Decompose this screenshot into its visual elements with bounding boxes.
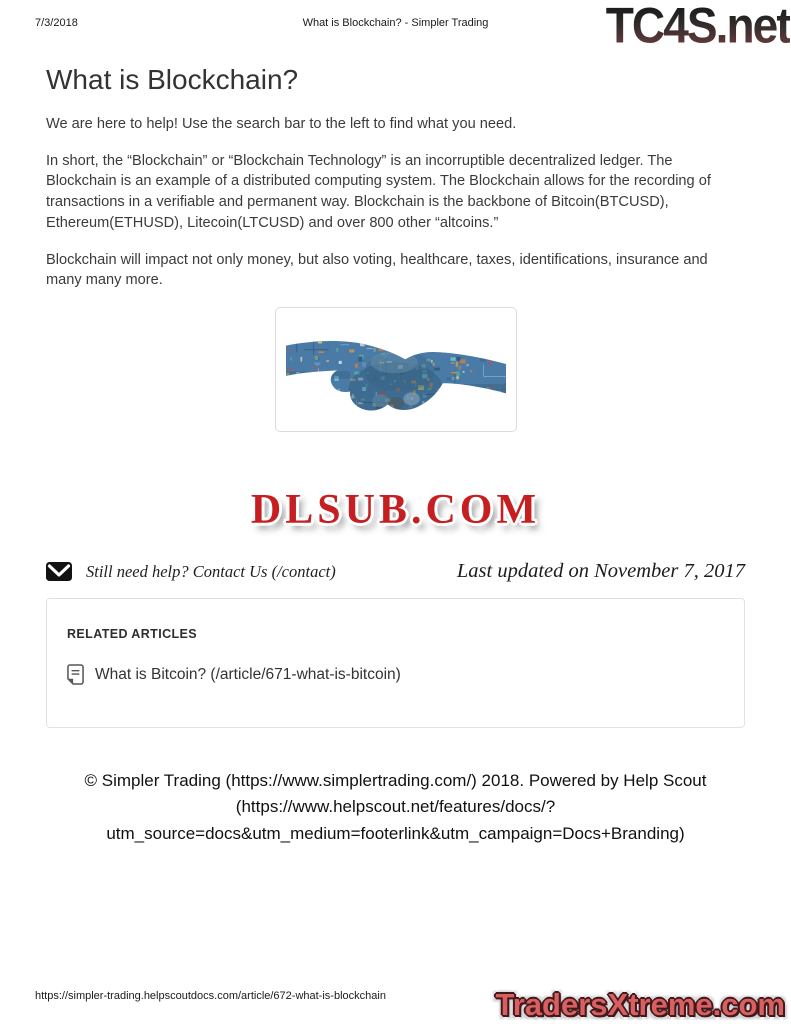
related-article-link[interactable]	[67, 664, 724, 685]
footer-line: © Simpler Trading (https://www.simplertrading.com/) 2018. Powered by Help Scout	[84, 771, 707, 791]
article-paragraph-2: Blockchain will impact not only money, but also voting, healthcare, taxes, identifications, insurance and many many more.	[46, 251, 708, 289]
contact-label: Still need help? Contact Us (/contact)	[86, 561, 336, 581]
article-intro: We are here to help! Use the search bar to the left to find what you need.	[46, 116, 517, 132]
footer-line: (https://www.helpscout.net/features/docs/?	[235, 797, 556, 817]
contact-link[interactable]	[46, 562, 336, 582]
print-doc-title: What is Blockchain? - Simpler Trading	[302, 17, 489, 29]
article-paragraph-1: In short, the “Blockchain” or “Blockchain Technology” is an incorruptible decentralized ledger. The Blockchain is an example of a distributed computing system. The Blockchain allows for the recording of transactions in a verifiable and permanent way. Blockchain is the backbone of Bitcoin(BTCUSD), Ethereum(ETHUSD), Litecoin(LTCUSD) and over 800 other “altcoins.”	[46, 152, 711, 231]
article-image-frame	[275, 307, 517, 432]
related-articles-box	[46, 598, 745, 728]
page-title: What is Blockchain?	[46, 64, 299, 95]
help-row	[46, 560, 745, 583]
site-footer	[46, 768, 745, 847]
watermark-tc4s: TC4S.net	[606, 0, 790, 54]
envelope-icon	[46, 562, 72, 581]
watermark-dlsub: DLSUB.COM	[250, 487, 541, 534]
footer-line: utm_source=docs&utm_medium=footerlink&utm_campaign=Docs+Branding)	[106, 823, 685, 843]
handshake-image	[286, 318, 506, 421]
print-date: 7/3/2018	[35, 17, 78, 29]
last-updated: Last updated on November 7, 2017	[456, 560, 745, 583]
related-articles-heading: RELATED ARTICLES	[67, 627, 198, 642]
watermark-tradersxtreme: TradersXtreme.com	[495, 987, 785, 1022]
print-page-url: https://simpler-trading.helpscoutdocs.com/article/672-what-is-blockchain	[35, 990, 386, 1002]
document-icon	[67, 664, 84, 685]
article-content	[46, 64, 745, 847]
related-article-label: What is Bitcoin? (/article/671-what-is-bitcoin)	[95, 665, 401, 683]
